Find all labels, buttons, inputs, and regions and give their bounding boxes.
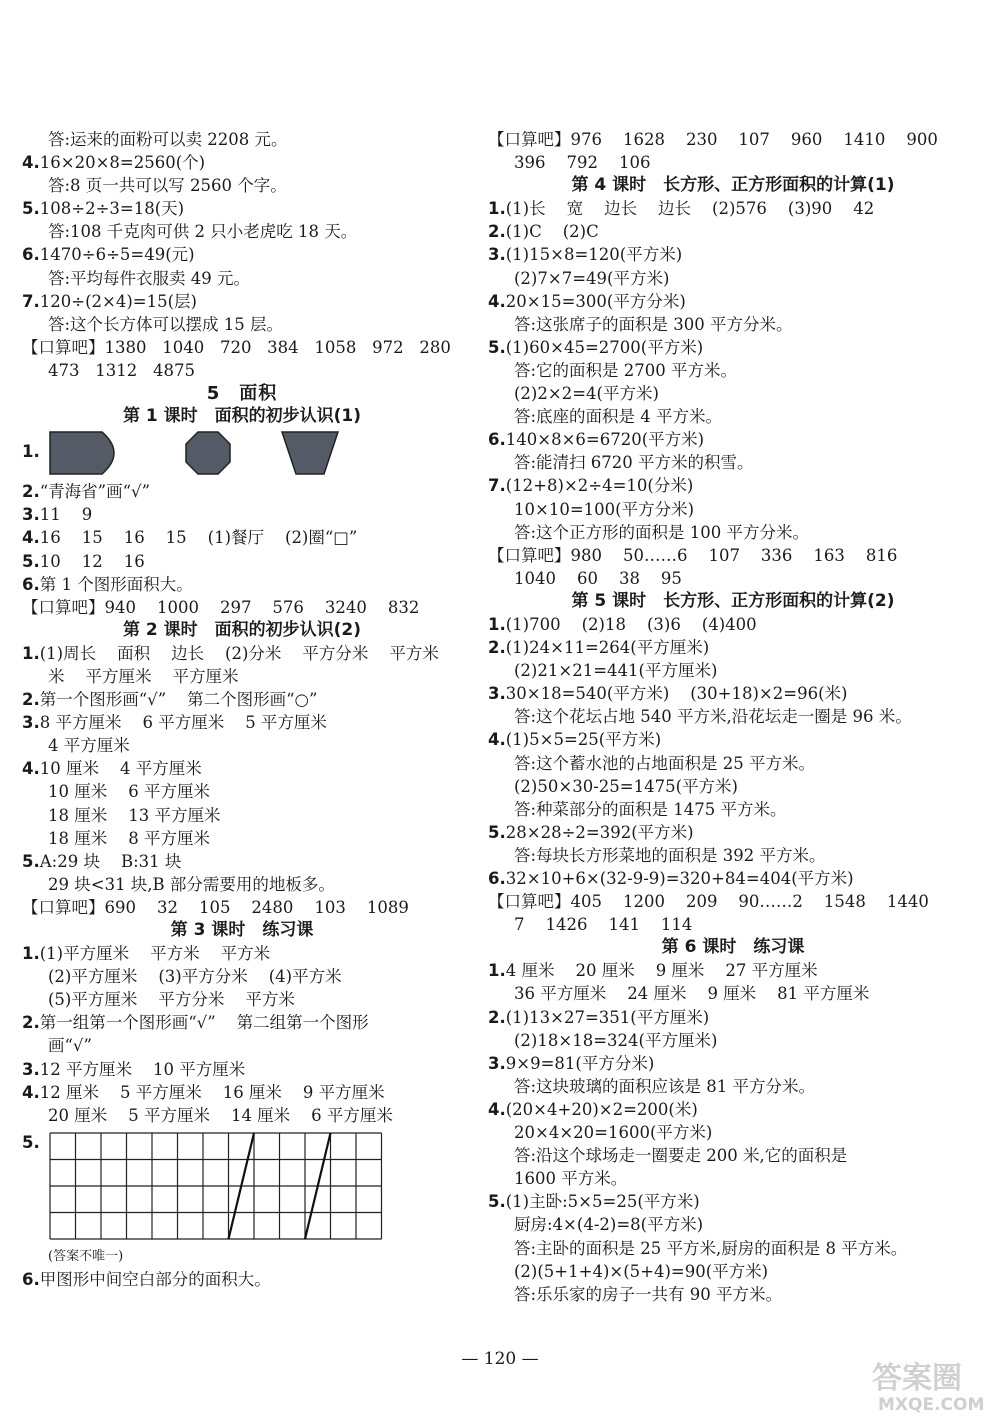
answer-text: 答:这个正方形的面积是 100 平方分米。 (514, 522, 810, 542)
answer-text: 18 厘米 13 平方厘米 (48, 805, 221, 825)
item-number: 6. (488, 430, 506, 450)
svg-text:MXQE.COM: MXQE.COM (878, 1395, 985, 1414)
answer-text: 36 平方厘米 24 厘米 9 厘米 81 平方厘米 (514, 984, 870, 1004)
item-number: 5. (488, 822, 506, 842)
page-number: — 120 — (461, 1349, 539, 1369)
answer-text: 12 平方厘米 10 平方厘米 (39, 1059, 246, 1079)
item-number: 3. (22, 505, 40, 525)
answer-line (488, 982, 978, 1005)
item-number: 3. (488, 684, 506, 704)
answer-text: 答:平均每件衣服卖 49 元。 (48, 268, 251, 288)
answer-line (488, 290, 978, 313)
answer-line (22, 1011, 462, 1034)
answer-text: 答:这张席子的面积是 300 平方分米。 (514, 314, 793, 334)
answer-line (488, 636, 978, 659)
item-number: 5. (22, 1132, 40, 1152)
item-number: 2. (488, 638, 506, 658)
answer-text: (12+8)×2÷4=10(分米) (505, 476, 694, 496)
answer-text: 20×15=300(平方分米) (505, 291, 686, 311)
answer-line (488, 220, 978, 243)
unit-title: 5 面积 (206, 383, 278, 405)
answer-line (22, 174, 462, 197)
shapes-figure (22, 428, 462, 480)
item-number: 4. (488, 1099, 506, 1119)
answer-text: 10 厘米 6 平方厘米 (48, 782, 210, 802)
mental-math-line (488, 128, 978, 151)
item-number: 5. (22, 551, 40, 571)
item-number: 3. (22, 1059, 40, 1079)
mental-math-line (22, 596, 462, 619)
answer-line (22, 550, 462, 573)
answer-text: (2)50×30-25=1475(平方米) (514, 776, 738, 796)
answer-text: 9×9=81(平方分米) (505, 1053, 655, 1073)
answer-line (488, 197, 978, 220)
answer-line (488, 359, 978, 382)
answer-text: (1)700 (2)18 (3)6 (4)400 (505, 614, 757, 634)
answer-text: 答:运来的面粉可以卖 2208 元。 (48, 130, 288, 149)
answer-text: (2)18×18=324(平方厘米) (514, 1030, 718, 1050)
answer-line (488, 1121, 978, 1144)
answer-line (488, 728, 978, 751)
answer-text: 12 厘米 5 平方厘米 16 厘米 9 平方厘米 (39, 1082, 385, 1102)
answer-line (22, 642, 462, 665)
answer-text: 画“√” (48, 1036, 92, 1056)
answer-line (488, 1213, 978, 1236)
answer-text: 7 1426 141 114 (514, 915, 693, 935)
answer-text: 【口算吧】976 1628 230 107 960 1410 900 (488, 130, 938, 149)
answer-line (22, 711, 462, 734)
lesson-heading: 第 4 课时 长方形、正方形面积的计算(1) (571, 175, 895, 196)
answer-text: 10 12 16 (39, 551, 145, 571)
answer-text: (1)13×27=351(平方厘米) (505, 1007, 710, 1027)
answer-line (22, 220, 462, 243)
mental-math-line (22, 336, 462, 359)
item-number: 5. (488, 337, 506, 357)
answer-line (22, 850, 462, 873)
answer-line (488, 521, 978, 544)
answer-text: 米 平方厘米 平方厘米 (48, 666, 239, 686)
answer-text: 29 块<31 块,B 部分需要用的地板多。 (48, 874, 335, 894)
answer-line (488, 1167, 978, 1190)
answer-text: (1)C (2)C (505, 222, 599, 242)
answer-line (488, 451, 978, 474)
answer-text: 第一个图形画“√” 第二个图形画“○” (39, 690, 318, 710)
answer-line (488, 567, 978, 590)
item-number: 2. (22, 482, 40, 502)
answer-line (488, 1237, 978, 1260)
lesson-heading: 第 5 课时 长方形、正方形面积的计算(2) (571, 590, 895, 611)
answer-line (488, 1144, 978, 1167)
answer-text: 答:底座的面积是 4 平方米。 (514, 407, 723, 427)
answer-line (488, 1098, 978, 1121)
answer-line (488, 1029, 978, 1052)
answer-line (488, 1283, 978, 1306)
item-number: 6. (22, 1269, 40, 1289)
answer-line (488, 821, 978, 844)
answer-text: 11 9 (39, 505, 93, 525)
answer-line (22, 313, 462, 336)
answer-line (488, 613, 978, 636)
item-number: 6. (488, 869, 506, 888)
answer-line (22, 734, 462, 757)
answer-line (488, 682, 978, 705)
watermark-logo (868, 1354, 994, 1414)
item-number: 6. (22, 574, 40, 594)
answer-text: 厨房:4×(4-2)=8(平方米) (514, 1215, 704, 1235)
answer-line (488, 1075, 978, 1098)
item-number: 3. (488, 245, 506, 265)
answer-text: 答:主卧的面积是 25 平方米,厨房的面积是 8 平方米。 (514, 1238, 908, 1258)
answer-line (22, 1058, 462, 1081)
answer-text: 第 1 个图形面积大。 (39, 574, 193, 594)
grid-figure (22, 1127, 462, 1245)
answer-text: 120÷(2×4)=15(层) (39, 291, 197, 311)
answer-text: 【口算吧】980 50……6 107 336 163 816 (488, 545, 898, 565)
answer-text: 答:这个花坛占地 540 平方米,沿花坛走一圈是 96 米。 (514, 707, 912, 727)
answer-text: 答:种菜部分的面积是 1475 平方米。 (514, 799, 787, 819)
lesson-heading: 第 6 课时 练习课 (661, 937, 805, 958)
answer-line (22, 804, 462, 827)
answer-text: 答:能清扫 6720 平方米的积雪。 (514, 453, 754, 473)
answer-text: (2)2×2=4(平方米) (514, 384, 659, 404)
item-number: 1. (22, 643, 40, 663)
answer-line (488, 243, 978, 266)
answer-text: 答:乐乐家的房子一共有 90 平方米。 (514, 1284, 783, 1304)
answer-text: (1)平方厘米 平方米 平方米 (39, 944, 271, 964)
item-number: 4. (488, 291, 506, 311)
answer-line (22, 827, 462, 850)
answer-text: 16×20×8=2560(个) (39, 153, 206, 173)
answer-text: (2)(5+1+4)×(5+4)=90(平方米) (514, 1261, 769, 1281)
answer-line (488, 705, 978, 728)
answer-text: 473 1312 4875 (48, 360, 195, 380)
answer-text: 答:沿这个球场走一圈要走 200 米,它的面积是 (514, 1146, 848, 1166)
answer-text: 396 792 106 (514, 153, 651, 173)
item-number: 2. (488, 1007, 506, 1027)
mental-math-line (488, 890, 978, 913)
answer-text: 答:8 页一共可以写 2560 个字。 (48, 176, 287, 196)
answer-text: 4 平方厘米 (48, 736, 130, 756)
item-number: 3. (488, 1053, 506, 1073)
answer-line (488, 798, 978, 821)
item-number: 1. (488, 199, 506, 219)
item-number: 5. (488, 1192, 506, 1212)
answer-text: 1040 60 38 95 (514, 568, 682, 588)
answer-text: (1)周长 面积 边长 (2)分米 平方分米 平方米 (39, 643, 439, 663)
answer-line (488, 405, 978, 428)
answer-text: 【口算吧】405 1200 209 90……2 1548 1440 (488, 892, 929, 912)
answer-text: (1)24×11=264(平方厘米) (505, 638, 710, 658)
answer-text: 20×4×20=1600(平方米) (514, 1123, 713, 1143)
answer-text: 1470÷6÷5=49(元) (39, 245, 195, 265)
answer-text: 答:每块长方形菜地的面积是 392 平方米。 (514, 845, 826, 865)
answer-line (22, 267, 462, 290)
answer-line (22, 151, 462, 174)
trapezoid-shape (280, 430, 340, 476)
answer-line (488, 267, 978, 290)
answer-text: 28×28÷2=392(平方米) (505, 822, 694, 842)
answer-line (22, 1034, 462, 1057)
answer-text: (2)21×21=441(平方厘米) (514, 661, 718, 681)
answer-line (22, 1268, 462, 1291)
answer-line (22, 1104, 462, 1127)
item-number: 6. (22, 245, 40, 265)
answer-line (488, 474, 978, 497)
mental-math-line (22, 896, 462, 919)
item-number: 2. (22, 1013, 40, 1033)
answer-line (488, 498, 978, 521)
answer-text: 甲图形中间空白部分的面积大。 (39, 1269, 271, 1289)
answer-text: 18 厘米 8 平方厘米 (48, 828, 210, 848)
item-number: 1. (488, 961, 506, 981)
answer-text: 4 厘米 20 厘米 9 厘米 27 平方厘米 (505, 961, 818, 981)
lesson-heading: 第 1 课时 面积的初步认识(1) (122, 406, 362, 427)
answer-text: 20 厘米 5 平方厘米 14 厘米 6 平方厘米 (48, 1105, 393, 1125)
answer-line (488, 428, 978, 451)
answer-text: (答案不唯一) (48, 1248, 124, 1264)
lesson-heading: 第 2 课时 面积的初步认识(2) (122, 619, 362, 640)
answer-text: (2)平方厘米 (3)平方分米 (4)平方米 (48, 967, 342, 987)
answer-text: 答:这个长方体可以摆成 15 层。 (48, 314, 284, 334)
answer-line (22, 243, 462, 266)
answer-line (488, 1190, 978, 1213)
answer-text: 30×18=540(平方米) (30+18)×2=96(米) (505, 684, 848, 704)
answer-text: 【口算吧】690 32 105 2480 103 1089 (22, 897, 409, 917)
lesson-heading: 第 3 课时 练习课 (170, 920, 314, 940)
item-number: 4. (22, 153, 40, 173)
item-number: 4. (22, 1082, 40, 1102)
answer-text: 140×8×6=6720(平方米) (505, 430, 705, 450)
answer-line (488, 1260, 978, 1283)
answer-line (488, 959, 978, 982)
left-column (22, 128, 462, 1291)
answer-text: 32×10+6×(32-9-9)=320+84=404(平方米) (505, 869, 854, 888)
item-number: 1. (22, 944, 40, 964)
item-number: 5. (22, 199, 40, 219)
answer-text: 第一组第一个图形画“√” 第二组第一个图形 (39, 1013, 369, 1033)
answer-line (488, 336, 978, 359)
square-grid (46, 1129, 386, 1241)
item-number: 1. (488, 614, 506, 634)
item-number: 4. (22, 528, 40, 548)
item-number: 4. (488, 730, 506, 750)
answer-text: 10×10=100(平方分米) (514, 499, 695, 519)
answer-line (22, 757, 462, 780)
answer-line (488, 844, 978, 867)
answer-line (22, 780, 462, 803)
answer-text: 【口算吧】1380 1040 720 384 1058 972 280 (22, 337, 451, 357)
answer-text: (2)7×7=49(平方米) (514, 268, 670, 288)
item-number: 2. (22, 690, 40, 710)
answer-text: 答:这块玻璃的面积应该是 81 平方分米。 (514, 1076, 816, 1096)
answer-line (22, 290, 462, 313)
answer-text: 16 15 16 15 (1)餐厅 (2)圈“□” (39, 528, 358, 548)
answer-text: (1)5×5=25(平方米) (505, 730, 662, 750)
answer-text: 答:它的面积是 2700 平方米。 (514, 360, 738, 380)
answer-text: 108÷2÷3=18(天) (39, 199, 185, 219)
answer-line (22, 988, 462, 1011)
answer-line (22, 197, 462, 220)
item-number: 4. (22, 759, 40, 779)
answer-line (488, 867, 978, 890)
answer-text: 答:这个蓄水池的占地面积是 25 平方米。 (514, 753, 816, 773)
answer-line (22, 573, 462, 596)
answer-line (488, 752, 978, 775)
answer-line (22, 128, 462, 151)
item-number: 7. (488, 476, 506, 496)
answer-line (22, 359, 462, 382)
answer-text: (1)15×8=120(平方米) (505, 245, 683, 265)
answer-line (22, 1245, 462, 1268)
answer-text: “青海省”画“√” (39, 482, 151, 502)
answer-line (488, 382, 978, 405)
answer-line (488, 151, 978, 174)
answer-line (22, 480, 462, 503)
answer-line (488, 313, 978, 336)
answer-text: (5)平方厘米 平方分米 平方米 (48, 990, 295, 1010)
answer-text: (1)长 宽 边长 边长 (2)576 (3)90 42 (505, 199, 875, 219)
answer-line (488, 775, 978, 798)
answer-text: 10 厘米 4 平方厘米 (39, 759, 202, 779)
answer-text: (1)60×45=2700(平方米) (505, 337, 704, 357)
right-column (488, 128, 978, 1306)
answer-line (22, 942, 462, 965)
item-number: 7. (22, 291, 40, 311)
answer-text: (1)主卧:5×5=25(平方米) (505, 1192, 700, 1212)
item-number: 2. (488, 222, 506, 242)
mental-math-line (488, 544, 978, 567)
svg-text:答案圈: 答案圈 (872, 1361, 962, 1396)
answer-text: 答:108 千克肉可供 2 只小老虎吃 18 天。 (48, 222, 358, 242)
answer-text: 8 平方厘米 6 平方厘米 5 平方厘米 (39, 713, 327, 733)
answer-line (488, 1052, 978, 1075)
answer-line (488, 659, 978, 682)
answer-text: 【口算吧】940 1000 297 576 3240 832 (22, 597, 420, 617)
answer-line (488, 1006, 978, 1029)
answer-line (22, 1081, 462, 1104)
octagon-shape (184, 430, 232, 476)
answer-text: 1600 平方米。 (514, 1169, 628, 1189)
item-number: 3. (22, 713, 40, 733)
answer-line (22, 965, 462, 988)
item-number: 1. (22, 442, 40, 462)
answer-line (488, 913, 978, 936)
answer-line (22, 665, 462, 688)
item-number: 5. (22, 851, 40, 871)
answer-line (22, 503, 462, 526)
answer-text: A:29 块 B:31 块 (39, 851, 182, 871)
d-shape (48, 430, 128, 476)
answer-line (22, 873, 462, 896)
answer-line (22, 688, 462, 711)
answer-text: (20×4+20)×2=200(米) (505, 1099, 698, 1119)
answer-line (22, 526, 462, 549)
